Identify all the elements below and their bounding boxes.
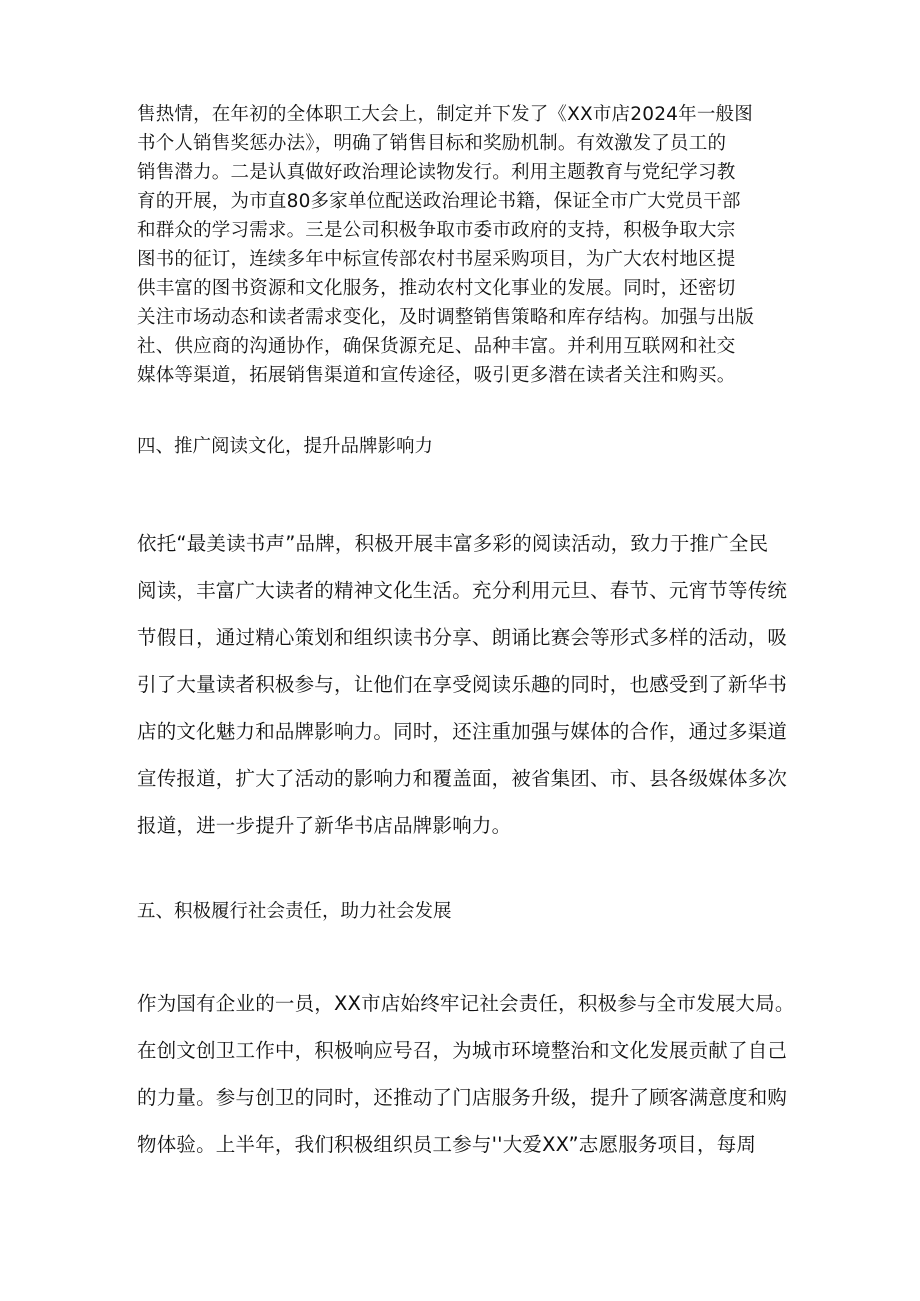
paragraph-line: 销售潜力。二是认真做好政治理论读物发行。利用主题教育与党纪学习教 [137, 162, 736, 183]
paragraph-line: 阅读，丰富广大读者的精神文化生活。充分利用元旦、春节、元宵节等传统 [137, 579, 788, 602]
section-heading-4: 四、推广阅读文化，提升品牌影响力 [137, 436, 434, 457]
paragraph-line: 关注市场动态和读者需求变化，及时调整销售策略和库存结构。加强与出版 [137, 307, 755, 328]
paragraph-line: 售热情，在年初的全体职工大会上，制定并下发了《XX市店2024年一般图 [137, 104, 753, 125]
paragraph-line: 图书的征订，连续多年中标宣传部农村书屋采购项目，为广大农村地区提 [137, 249, 736, 270]
paragraph-line: 书个人销售奖惩办法》，明确了销售目标和奖励机制。有效激发了员工的 [137, 133, 727, 154]
section-heading-5: 五、积极履行社会责任，助力社会发展 [137, 901, 452, 922]
paragraph-line: 供丰富的图书资源和文化服务，推动农村文化事业的发展。同时，还密切 [137, 278, 736, 299]
paragraph-line: 宣传报道，扩大了活动的影响力和覆盖面，被省集团、市、县各级媒体多次 [137, 767, 788, 790]
paragraph-line: 和群众的学习需求。三是公司积极争取市委市政府的支持，积极争取大宗 [137, 220, 736, 241]
paragraph-line: 引了大量读者积极参与，让他们在享受阅读乐趣的同时，也感受到了新华书 [137, 673, 788, 696]
paragraph-line: 的力量。参与创卫的同时，还推动了门店服务升级，提升了顾客满意度和购 [137, 1086, 788, 1109]
paragraph-line: 店的文化魅力和品牌影响力。同时，还注重加强与媒体的合作，通过多渠道 [137, 720, 788, 743]
paragraph-line: 媒体等渠道，拓展销售渠道和宣传途径，吸引更多潜在读者关注和购买。 [137, 365, 736, 386]
paragraph-line: 育的开展，为市直80多家单位配送政治理论书籍，保证全市广大党员干部 [137, 191, 741, 212]
paragraph-line: 节假日，通过精心策划和组织读书分享、朗诵比赛会等形式多样的活动，吸 [137, 626, 788, 649]
paragraph-line: 报道，进一步提升了新华书店品牌影响力。 [137, 814, 512, 837]
paragraph-line: 社、供应商的沟通协作，确保货源充足、品种丰富。并利用互联网和社交 [137, 336, 736, 357]
paragraph-line: 作为国有企业的一员，XX市店始终牢记社会责任，积极参与全市发展大局。 [137, 992, 795, 1015]
paragraph-line: 物体验。上半年，我们积极组织员工参与''大爱XX”志愿服务项目，每周 [137, 1133, 757, 1156]
paragraph-line: 在创文创卫工作中，积极响应号召，为城市环境整治和文化发展贡献了自己 [137, 1039, 788, 1062]
paragraph-line: 依托“最美读书声”品牌，积极开展丰富多彩的阅读活动，致力于推广全民 [137, 532, 769, 555]
